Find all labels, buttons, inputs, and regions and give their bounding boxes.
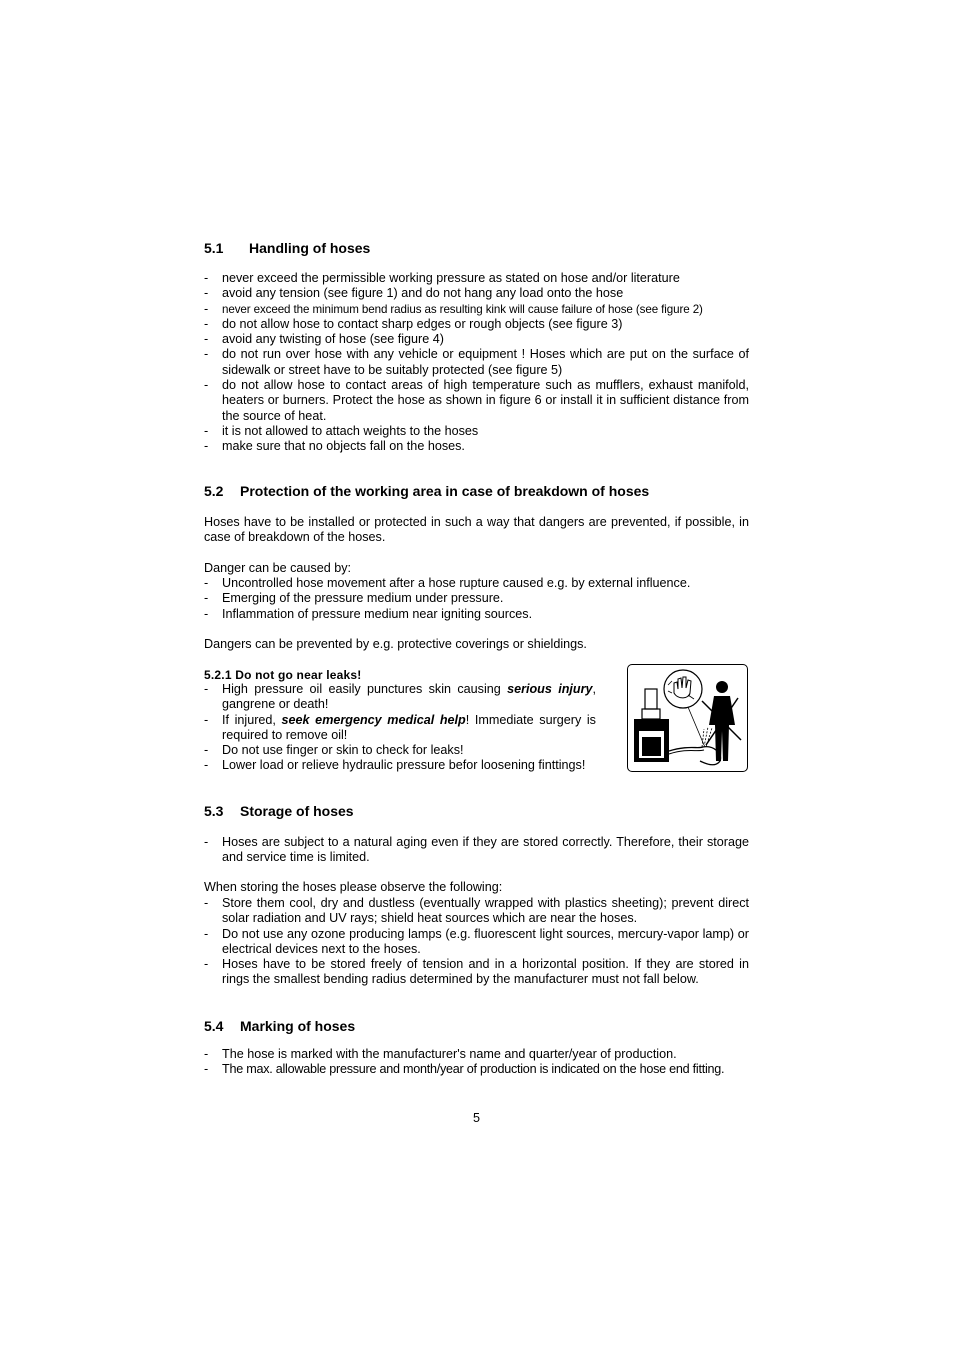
list-item: - The hose is marked with the manufacturer's name and quarter/year of production. [204,1047,677,1061]
leak-warning-list [204,682,596,774]
leak-warning-pictogram [627,664,748,772]
heading-5-4 [204,1018,355,1034]
heading-5-1 [204,240,370,256]
list-item: - do not allow hose to contact areas of high temperature such as mufflers, exhaust manifold, heaters or burners. Protect the hose as shown in figure 6 or install it in sufficient distance from the source of heat. [204,378,749,423]
paragraph: Danger can be caused by: [204,561,352,575]
list-item: - The max. allowable pressure and month/year of production is indicated on the hose end fitting. [204,1062,725,1077]
list-item: - never exceed the permissible working pressure as stated on hose and/or literature [204,271,680,285]
list-item: - do not run over hose with any vehicle or equipment ! Hoses which are put on the surface of sidewalk or street have to be suitably protected (see figure 5) [204,347,749,377]
list-item: - Store them cool, dry and dustless (eventually wrapped with plastics sheeting); prevent direct solar radiation and UV rays; shield heat sources which are near the hoses. [204,896,749,926]
list-item: - never exceed the minimum bend radius as resulting kink will cause failure of hose (see figure 2) [204,301,703,316]
list-item: - Uncontrolled hose movement after a hose rupture caused e.g. by external influence. [204,576,691,590]
heading-5-3 [204,803,354,819]
heading-number: 5.4 [204,1018,224,1034]
aging-list [204,835,749,866]
page-number: 5 [472,1111,480,1125]
list-item: - Inflammation of pressure medium near igniting sources. [204,606,533,621]
heading-number: 5.1 [204,240,224,256]
list-item: - it is not allowed to attach weights to the hoses [204,423,479,438]
handling-list [204,271,749,455]
list-item: - avoid any tension (see figure 1) and do not hang any load onto the hose [204,286,624,301]
heading-number: 5.3 [204,803,224,819]
list-item: - Hoses are subject to a natural aging even if they are stored correctly. Therefore, their storage and service time is limited. [204,835,749,865]
list-item: - Emerging of the pressure medium under pressure. [204,591,504,606]
heading-5-2 [204,483,649,499]
danger-list [204,576,749,622]
paragraph: When storing the hoses please observe the following: [204,880,503,894]
list-item: - avoid any twisting of hose (see figure 4) [204,332,444,347]
storage-list [204,896,749,988]
list-item: - If injured, seek emergency medical help! Immediate surgery is required to remove oil! [204,712,596,742]
heading-title: Protection of the working area in case of breakdown of hoses [240,483,650,499]
heading-number: 5.2 [204,483,224,499]
heading-title: Storage of hoses [240,803,354,819]
heading-5-2-1: 5.2.1 Do not go near leaks! [204,668,362,682]
heading-title: Handling of hoses [249,240,371,256]
paragraph: Dangers can be prevented by e.g. protective coverings or shieldings. [204,637,587,651]
list-item: - Do not use any ozone producing lamps (e.g. fluorescent light sources, mercury-vapor lamp) or electrical devices next to the hoses. [204,926,749,956]
hydraulic-leak-icon [628,665,747,771]
list-item: - High pressure oil easily punctures skin causing serious injury, gangrene or death! [204,682,596,712]
heading-title: Marking of hoses [240,1018,356,1034]
list-item: - Do not use finger or skin to check for leaks! [204,743,464,758]
paragraph: Hoses have to be installed or protected in such a way that dangers are prevented, if possible, in case of breakdown of the hoses. [204,515,749,545]
list-item: - Lower load or relieve hydraulic pressure befor loosening finttings! [204,758,586,773]
list-item: - do not allow hose to contact sharp edges or rough objects (see figure 3) [204,316,623,331]
list-item: - Hoses have to be stored freely of tension and in a horizontal position. If they are stored in rings the smallest bending radius determined by the manufacturer must not fall below. [204,957,749,987]
list-item: - make sure that no objects fall on the hoses. [204,439,465,454]
marking-list [204,1047,749,1078]
